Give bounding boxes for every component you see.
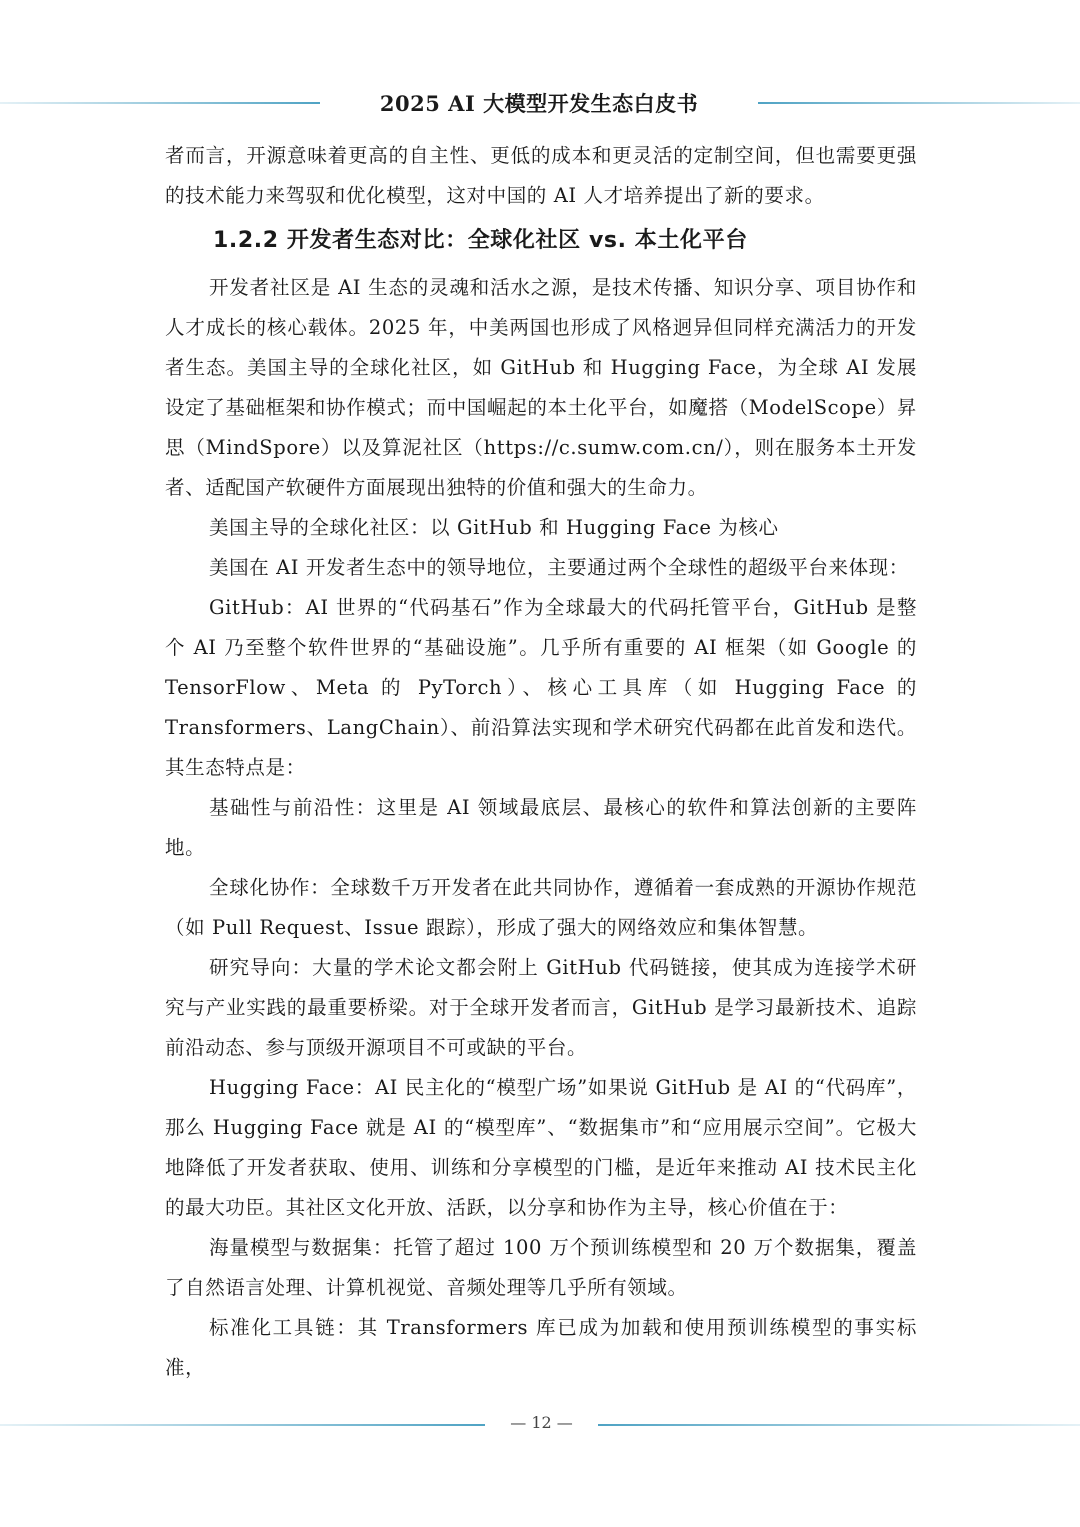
page-header-title: 2025 AI 大模型开发生态白皮书 [379, 91, 699, 116]
document-body [165, 136, 917, 1388]
footer-rule-left [0, 1424, 485, 1426]
paragraph: 美国主导的全球化社区：以 GitHub 和 Hugging Face 为核心 [209, 516, 779, 539]
paragraph: 开发者社区是 AI 生态的灵魂和活水之源，是技术传播、知识分享、项目协作和人才成长的核心载体。2025 年，中美两国也形成了风格迥异但同样充满活力的开发者生态。美国主导的全球化社区，如 GitHub 和 Hugging Face，为全球 AI 发展设定了基础框架和协作模式；而中国崛起的本土化平台，如魔搭（ModelScope）昇思（MindSpore）以及算泥社区（https://c.sumw.com.cn/），则在服务本土开发者、适配国产软硬件方面展现出独特的价值和强大的生命力。 [165, 276, 917, 499]
page-number: — 12 — [510, 1413, 573, 1432]
paragraph: 研究导向：大量的学术论文都会附上 GitHub 代码链接，使其成为连接学术研究与产业实践的最重要桥梁。对于全球开发者而言，GitHub 是学习最新技术、追踪前沿动态、参与顶级开源项目不可或缺的平台。 [165, 956, 917, 1059]
paragraph: Hugging Face：AI 民主化的“模型广场”如果说 GitHub 是 AI 的“代码库”，那么 Hugging Face 就是 AI 的“模型库”、“数据集市”和“应用展示空间”。它极大地降低了开发者获取、使用、训练和分享模型的门槛，是近年来推动 AI 技术民主化的最大功臣。其社区文化开放、活跃，以分享和协作为主导，核心价值在于： [165, 1076, 917, 1219]
paragraph: 全球化协作：全球数千万开发者在此共同协作，遵循着一套成熟的开源协作规范（如 Pull Request、Issue 跟踪），形成了强大的网络效应和集体智慧。 [165, 876, 917, 939]
paragraph: 海量模型与数据集：托管了超过 100 万个预训练模型和 20 万个数据集，覆盖了自然语言处理、计算机视觉、音频处理等几乎所有领域。 [165, 1236, 917, 1299]
paragraph: 标准化工具链：其 Transformers 库已成为加载和使用预训练模型的事实标准， [165, 1316, 917, 1379]
paragraph-continuation: 者而言，开源意味着更高的自主性、更低的成本和更灵活的定制空间，但也需要更强的技术能力来驾驭和优化模型，这对中国的 AI 人才培养提出了新的要求。 [165, 144, 917, 207]
footer-rule-right [598, 1424, 1080, 1426]
header-rule-right [758, 102, 1080, 104]
paragraph: GitHub：AI 世界的“代码基石”作为全球最大的代码托管平台，GitHub 是整个 AI 乃至整个软件世界的“基础设施”。几乎所有重要的 AI 框架（如 Google 的 TensorFlow、Meta 的 PyTorch）、核心工具库（如 Hugging Face 的 Transformers、LangChain）、前沿算法实现和学术研究代码都在此首发和迭代。其生态特点是： [165, 596, 917, 779]
paragraph: 基础性与前沿性：这里是 AI 领域最底层、最核心的软件和算法创新的主要阵地。 [165, 796, 917, 859]
paragraph: 美国在 AI 开发者生态中的领导地位，主要通过两个全球性的超级平台来体现： [209, 556, 909, 579]
section-heading: 1.2.2 开发者生态对比：全球化社区 vs. 本土化平台 [213, 228, 748, 253]
header-rule-left [0, 102, 320, 104]
